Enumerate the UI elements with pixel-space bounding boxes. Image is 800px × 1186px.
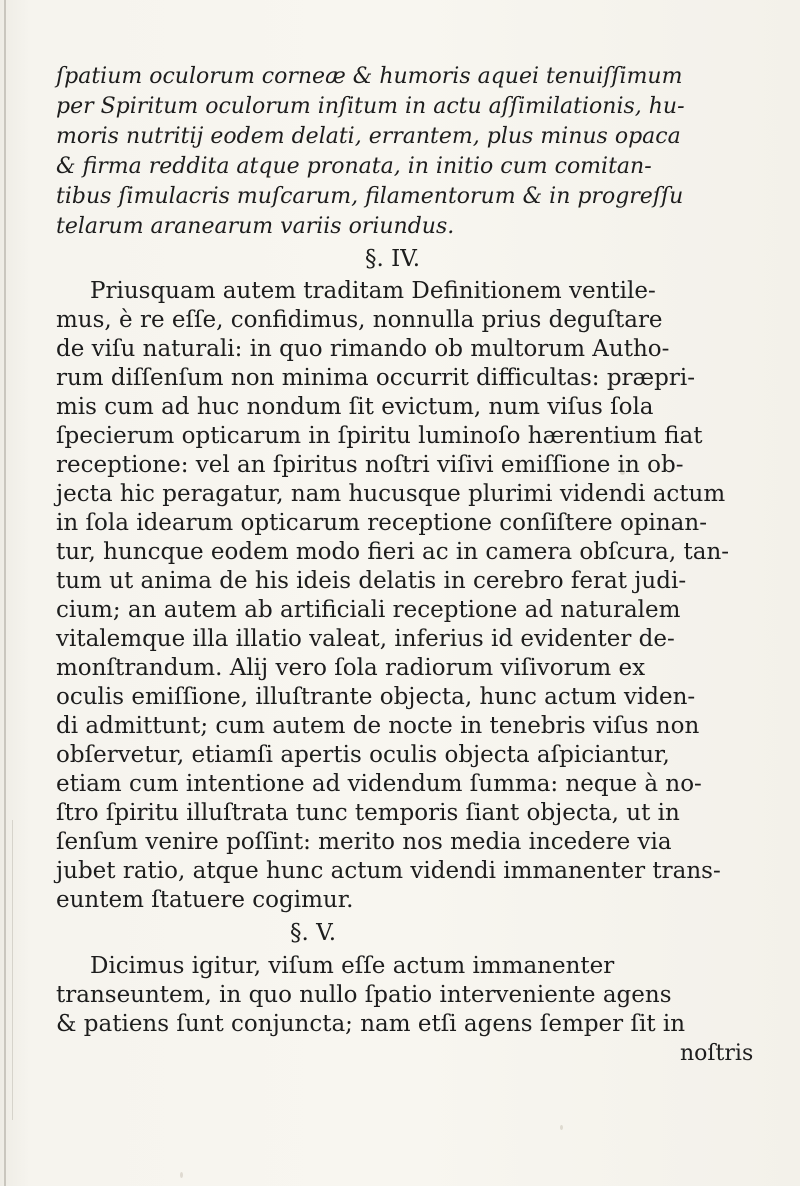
text-line: di admittunt; cum autem de nocte in tenebris viſus non [56, 713, 700, 739]
binding-edge [4, 0, 6, 1186]
intro-line: moris nutritij eodem delati, errantem, plus minus opaca [56, 124, 681, 149]
intro-line: telarum aranearum variis oriundus. [56, 214, 455, 239]
text-line: etiam cum intentione ad videndum ſumma: neque à no- [56, 771, 702, 797]
text-line: ſenſum venire poſſint: merito nos media incedere via [56, 829, 672, 855]
text-line: mis cum ad huc nondum ſit evictum, num viſus ſola [56, 394, 654, 420]
text-line: jecta hic peragatur, nam hucusque plurimi videndi actum [56, 481, 726, 507]
paper-speck [560, 1125, 563, 1130]
text-line: in ſola idearum opticarum receptione conſiſtere opinan- [56, 510, 707, 536]
section-heading-iv: §. IV. [365, 246, 421, 272]
intro-line: ſpatium oculorum corneæ & humoris aquei tenuiſſimum [56, 64, 683, 89]
text-line: ſtro ſpiritu illuſtrata tunc temporis ſiant objecta, ut in [56, 800, 680, 826]
text-line: & patiens ſunt conjuncta; nam etſi agens ſemper ſit in [56, 1011, 686, 1037]
text-line: tum ut anima de his ideis delatis in cerebro ferat judi- [56, 568, 687, 594]
text-line: tur, huncque eodem modo fieri ac in camera obſcura, tan- [56, 539, 730, 565]
binding-edge-inner [12, 820, 13, 1120]
paper-speck [620, 470, 625, 475]
text-line: oculis emiſſione, illuſtrante objecta, hunc actum viden- [56, 684, 696, 710]
text-line: Priusquam autem traditam Definitionem ventile- [90, 278, 656, 304]
text-line: receptione: vel an ſpiritus noſtri viſivi emiſſione in ob- [56, 452, 684, 478]
text-line: Dicimus igitur, viſum eſſe actum immanenter [90, 953, 615, 979]
text-line: vitalemque illa illatio valeat, inferius id evidenter de- [56, 626, 675, 652]
text-line: euntem ſtatuere cogimur. [56, 887, 354, 913]
text-line: rum diſſenſum non minima occurrit difficultas: præpri- [56, 365, 696, 391]
text-line: ſpecierum opticarum in ſpiritu luminoſo hærentium fiat [56, 423, 703, 449]
text-line: de viſu naturali: in quo rimando ob multorum Autho- [56, 336, 670, 362]
paper-speck [478, 290, 482, 294]
paper-speck [180, 1172, 183, 1178]
text-line: monſtrandum. Alij vero ſola radiorum viſivorum ex [56, 655, 646, 681]
intro-line: & firma reddita atque pronata, in initio cum comitan- [56, 154, 652, 179]
text-line: transeuntem, in quo nullo ſpatio interveniente agens [56, 982, 672, 1008]
section-heading-v: §. V. [290, 920, 337, 946]
text-line: obſervetur, etiamſi apertis oculis objecta aſpiciantur, [56, 742, 670, 768]
text-line: jubet ratio, atque hunc actum videndi immanenter trans- [56, 858, 721, 884]
intro-line: tibus ſimulacris muſcarum, filamentorum & in progreſſu [56, 184, 684, 209]
catchword: noſtris [680, 1041, 754, 1066]
intro-line: per Spiritum oculorum inſitum in actu aſſimilationis, hu- [56, 94, 685, 119]
text-line: mus, è re eſſe, confidimus, nonnulla prius deguſtare [56, 307, 663, 333]
text-line: cium; an autem ab artificiali receptione ad naturalem [56, 597, 681, 623]
